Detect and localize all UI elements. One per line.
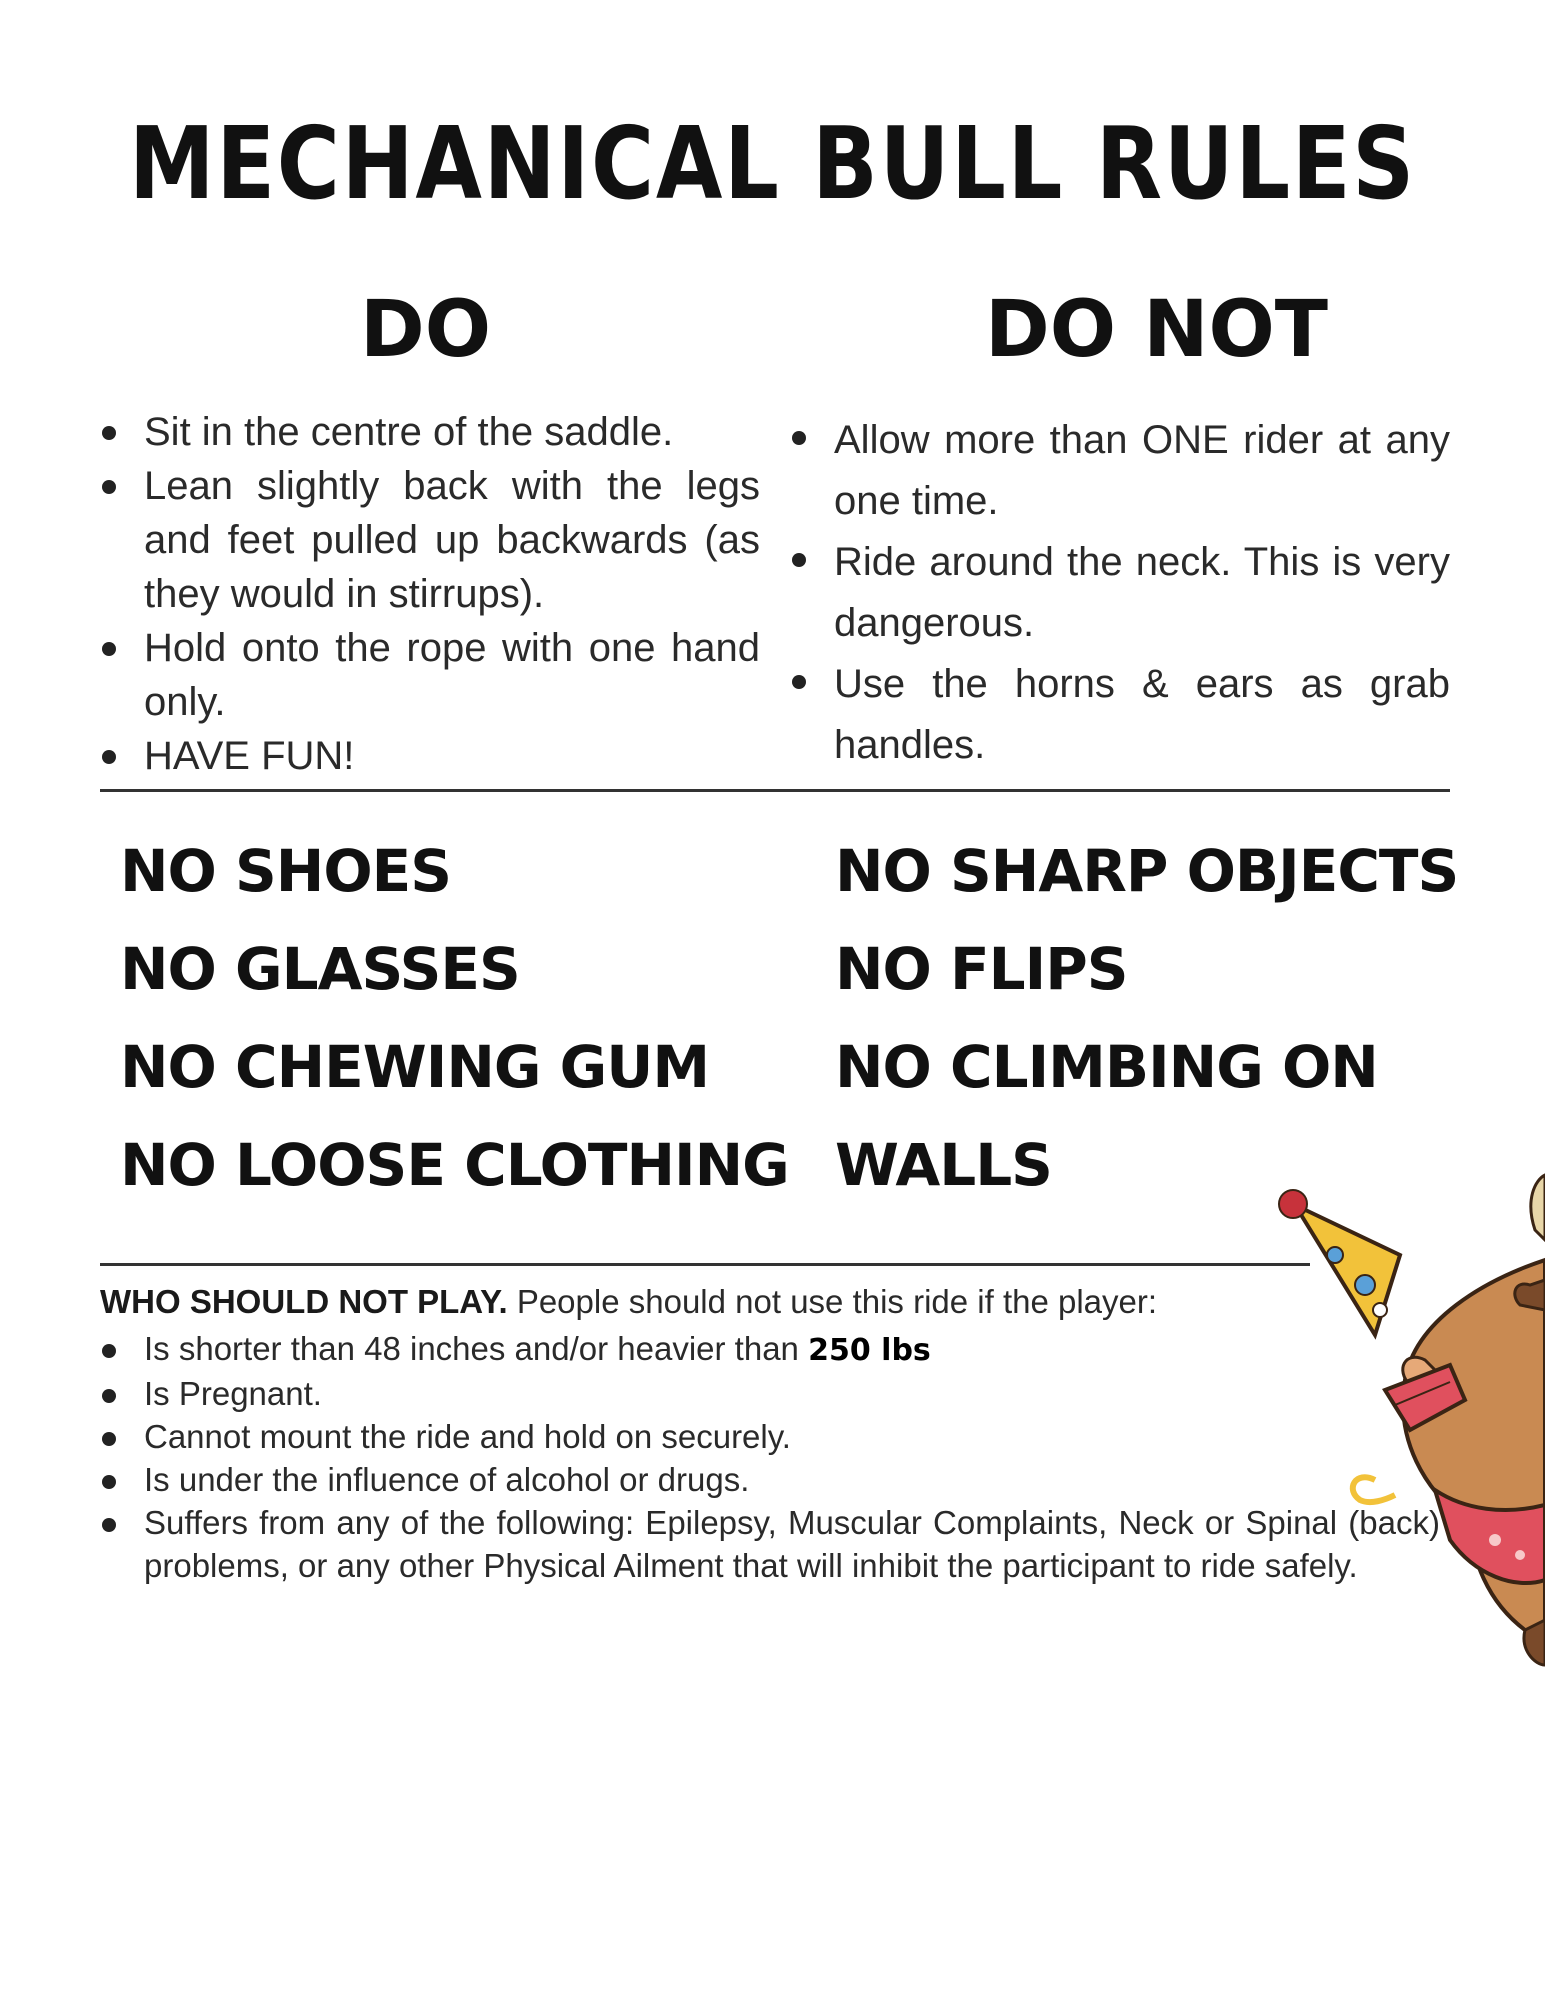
do-list — [100, 405, 760, 783]
prohibition-item: NO SHOES — [120, 837, 452, 905]
who-heading: WHO SHOULD NOT PLAY. — [100, 1283, 508, 1320]
who-should-not-play-intro — [100, 1283, 1420, 1321]
prohibition-item: NO FLIPS — [835, 935, 1128, 1003]
do-item: Lean slightly back with the legs and feet pulled up backwards (as they would in stirrups). — [100, 459, 760, 621]
who-intro-text: People should not use this ride if the player: — [516, 1283, 1158, 1320]
do-item: Sit in the centre of the saddle. — [100, 405, 760, 459]
do-not-list — [790, 410, 1450, 776]
prohibition-item: WALLS — [835, 1131, 1052, 1199]
restriction-item: Cannot mount the ride and hold on securely. — [100, 1415, 1440, 1458]
prohibitions-right — [835, 822, 1458, 1214]
restriction-item: Suffers from any of the following: Epilepsy, Muscular Complaints, Neck or Spinal (back) problems, or any other Physical Ailment that will inhibit the participant to ride safely. — [100, 1501, 1440, 1587]
prohibition-item: NO GLASSES — [120, 935, 520, 1003]
do-heading: DO — [360, 285, 492, 375]
section-divider — [100, 789, 1450, 792]
do-not-item: Use the horns & ears as grab handles. — [790, 654, 1450, 776]
do-not-item: Allow more than ONE rider at any one time. — [790, 410, 1450, 532]
do-not-item: Ride around the neck. This is very dangerous. — [790, 532, 1450, 654]
do-item: HAVE FUN! — [100, 729, 760, 783]
prohibition-item: NO SHARP OBJECTS — [835, 837, 1459, 905]
do-item: Hold onto the rope with one hand only. — [100, 621, 760, 729]
page-title: MECHANICAL BULL RULES — [129, 105, 1416, 222]
restriction-item: Is Pregnant. — [100, 1372, 1440, 1415]
do-not-heading: DO NOT — [985, 285, 1329, 375]
restriction-text: Is shorter than 48 inches and/or heavier than — [144, 1330, 799, 1367]
restriction-item: Is under the influence of alcohol or drugs. — [100, 1458, 1440, 1501]
prohibitions-left — [120, 822, 789, 1214]
prohibition-item: NO LOOSE CLOTHING — [120, 1131, 789, 1199]
section-divider — [100, 1263, 1310, 1266]
prohibition-item: NO CHEWING GUM — [120, 1033, 710, 1101]
prohibition-item: NO CLIMBING ON — [835, 1033, 1378, 1101]
party-bull-mascot-illustration — [1235, 1160, 1545, 1680]
weight-limit-value: 250 lbs — [808, 1333, 931, 1368]
